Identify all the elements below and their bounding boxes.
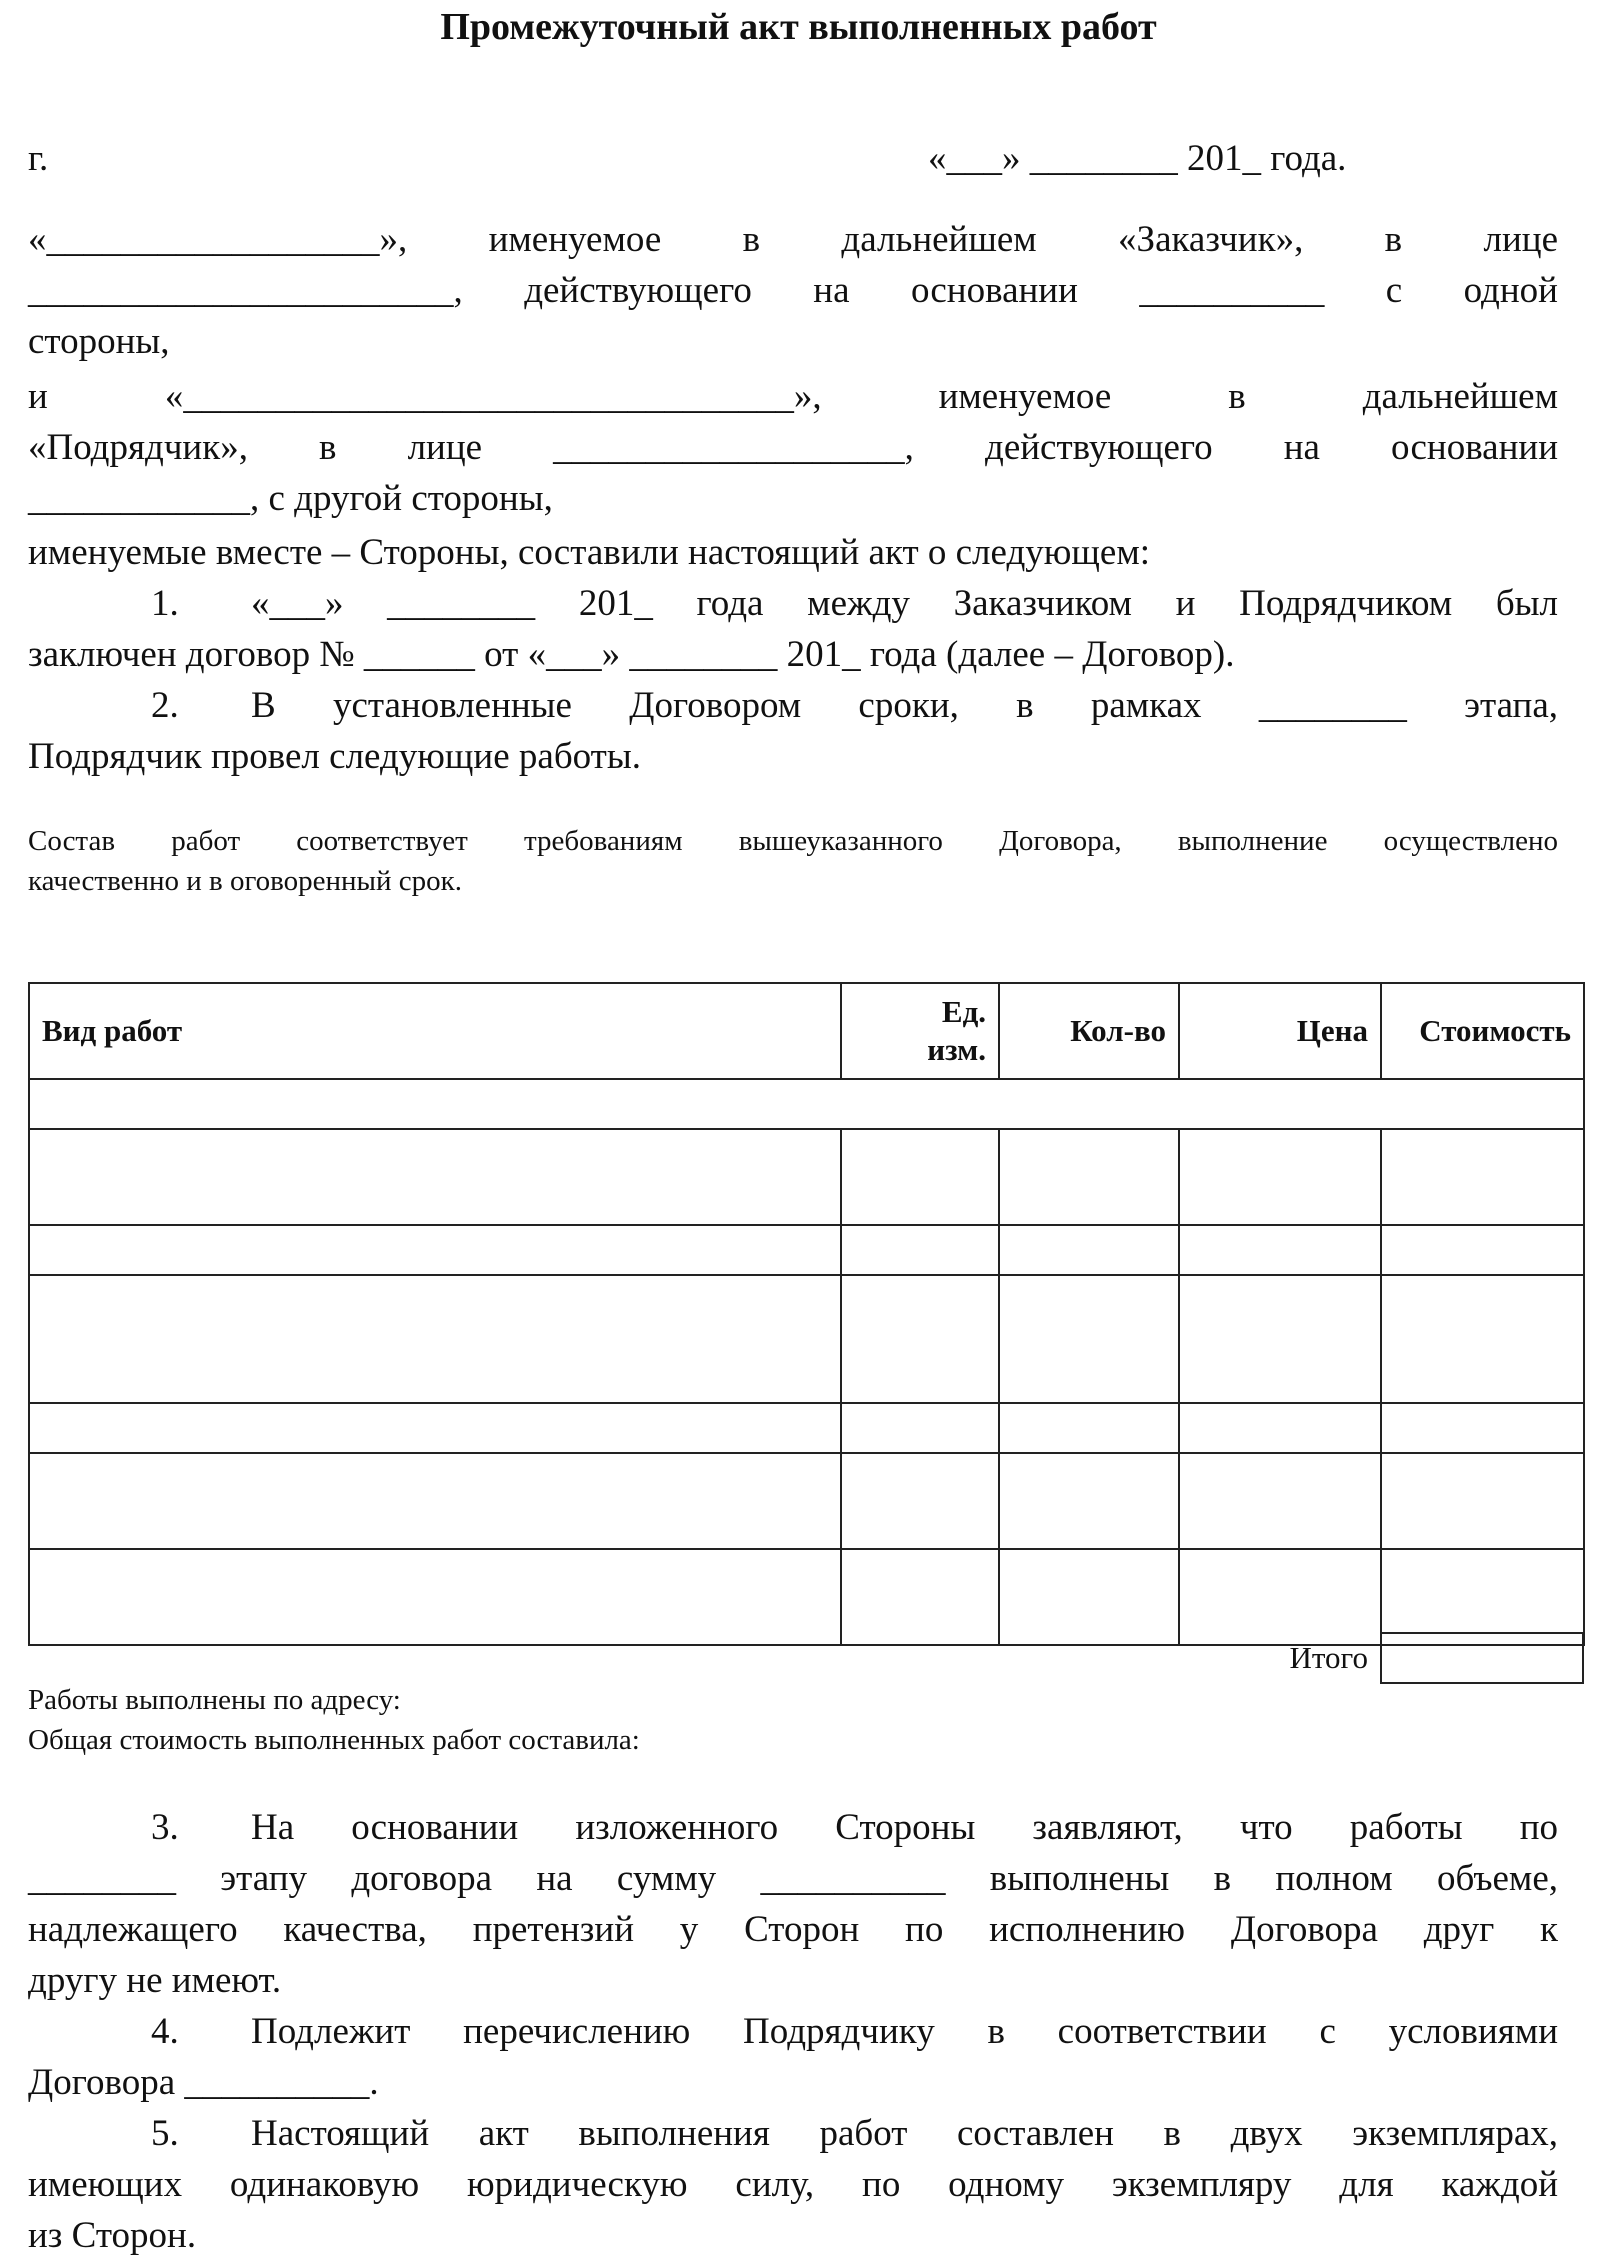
clause-text: На основании изложенного Стороны заявляют, что работы по (251, 1807, 1558, 1848)
note-line: качественно и в оговоренный срок. (28, 865, 463, 897)
address-line: Работы выполнены по адресу: (28, 1684, 401, 1716)
city-field: г. (28, 138, 49, 179)
table-cell[interactable] (841, 1275, 999, 1403)
table-cell[interactable] (29, 1225, 841, 1275)
table-cell[interactable] (1179, 1403, 1381, 1453)
table-cell[interactable] (29, 1079, 1584, 1129)
table-cell[interactable] (1381, 1403, 1584, 1453)
clause-line: заключен договор № ______ от «___» ________ 201_ года (далее – Договор). (28, 634, 1235, 675)
table-cell[interactable] (1179, 1453, 1381, 1549)
table-cell[interactable] (1179, 1129, 1381, 1225)
clause-number: 4. (151, 2011, 179, 2052)
note-line: Состав работ соответствует требованиям вышеуказанного Договора, выполнение осуществлено (28, 825, 1558, 857)
table-row (29, 1549, 1584, 1645)
works-table (28, 982, 1585, 1646)
header-unit: Ед. изм. (841, 983, 999, 1079)
table-cell[interactable] (29, 1453, 841, 1549)
table-cell[interactable] (1381, 1225, 1584, 1275)
clause-2 (28, 680, 1558, 731)
clause-line: надлежащего качества, претензий у Сторон по исполнению Договора друг к (28, 1909, 1558, 1950)
clause-number: 2. (151, 685, 179, 726)
clause-4 (28, 2006, 1558, 2057)
table-cell[interactable] (29, 1275, 841, 1403)
clause-1 (28, 578, 1558, 629)
clause-number: 5. (151, 2113, 179, 2154)
table-cell[interactable] (29, 1403, 841, 1453)
table-cell[interactable] (999, 1549, 1179, 1645)
header-work: Вид работ (29, 983, 841, 1079)
table-cell[interactable] (1381, 1275, 1584, 1403)
clause-line: Договора __________. (28, 2062, 379, 2103)
table-row (29, 1079, 1584, 1129)
table-cell[interactable] (29, 1129, 841, 1225)
table-row (29, 1403, 1584, 1453)
table-cell[interactable] (1381, 1549, 1584, 1645)
total-label: Итого (1289, 1640, 1368, 1675)
clause-text: В установленные Договором сроки, в рамках ________ этапа, (251, 685, 1558, 726)
clause-number: 3. (151, 1807, 179, 1848)
clause-text: Настоящий акт выполнения работ составлен в двух экземплярах, (251, 2113, 1558, 2154)
table-row (29, 1453, 1584, 1549)
table-cell[interactable] (841, 1549, 999, 1645)
clause-line: ________ этапу договора на сумму __________ выполнены в полном объеме, (28, 1858, 1558, 1899)
table-cell[interactable] (1179, 1549, 1381, 1645)
date-field: «___» ________ 201_ года. (928, 138, 1347, 179)
clause-text: «___» ________ 201_ года между Заказчиком и Подрядчиком был (251, 583, 1558, 624)
clause-5 (28, 2108, 1558, 2159)
header-cost: Стоимость (1381, 983, 1584, 1079)
intro-line: «__________________», именуемое в дальнейшем «Заказчик», в лице (28, 219, 1558, 260)
table-cell[interactable] (1179, 1225, 1381, 1275)
table-cell[interactable] (999, 1275, 1179, 1403)
intro-line: «Подрядчик», в лице ___________________, действующего на основании (28, 427, 1558, 468)
clause-line: имеющих одинаковую юридическую силу, по одному экземпляру для каждой (28, 2164, 1558, 2205)
table-row (29, 1225, 1584, 1275)
clause-line: из Сторон. (28, 2215, 197, 2256)
table-row (29, 1129, 1584, 1225)
clause-3 (28, 1802, 1558, 1853)
intro-line: именуемые вместе – Стороны, составили настоящий акт о следующем: (28, 532, 1151, 573)
header-price: Цена (1179, 983, 1381, 1079)
clause-line: Подрядчик провел следующие работы. (28, 736, 641, 777)
table-cell[interactable] (999, 1129, 1179, 1225)
table-cell[interactable] (29, 1549, 841, 1645)
clause-line: другу не имеют. (28, 1960, 282, 2001)
intro-line: стороны, (28, 321, 170, 362)
table-cell[interactable] (999, 1453, 1179, 1549)
table-cell[interactable] (841, 1129, 999, 1225)
table-row (29, 1275, 1584, 1403)
clause-text: Подлежит перечислению Подрядчику в соответствии с условиями (251, 2011, 1558, 2052)
table-cell[interactable] (1381, 1129, 1584, 1225)
total-value-cell[interactable] (1380, 1632, 1584, 1684)
clause-number: 1. (151, 583, 179, 624)
header-qty: Кол-во (999, 983, 1179, 1079)
table-cell[interactable] (999, 1225, 1179, 1275)
total-sum-line: Общая стоимость выполненных работ составила: (28, 1724, 640, 1756)
table-cell[interactable] (841, 1453, 999, 1549)
table-cell[interactable] (999, 1403, 1179, 1453)
table-header-row (29, 983, 1584, 1079)
intro-line: _______________________, действующего на основании __________ с одной (28, 270, 1558, 311)
intro-line: ____________, с другой стороны, (28, 478, 553, 519)
table-cell[interactable] (841, 1225, 999, 1275)
intro-line: и «_________________________________», именуемое в дальнейшем (28, 376, 1558, 417)
document-title: Промежуточный акт выполненных работ (440, 6, 1157, 48)
table-cell[interactable] (1179, 1275, 1381, 1403)
table-cell[interactable] (841, 1403, 999, 1453)
table-cell[interactable] (1381, 1453, 1584, 1549)
